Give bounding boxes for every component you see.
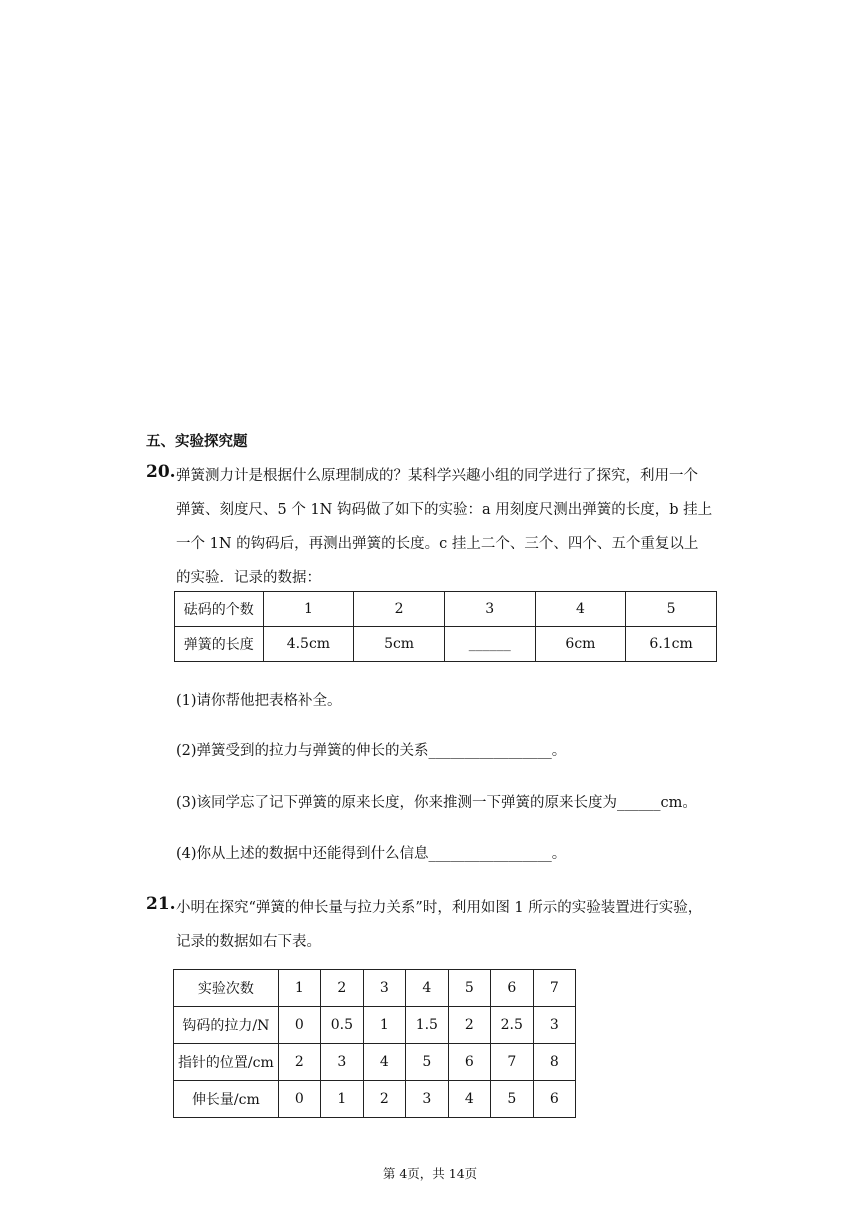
table-cell: 4 [535, 592, 626, 627]
question-21-number: 21. [146, 894, 176, 914]
question-20-line-1: 弹簧测力计是根据什么原理制成的？某科学兴趣小组的同学进行了探究，利用一个 [176, 468, 698, 484]
table-cell: 5 [448, 970, 490, 1007]
table-cell: 2 [278, 1044, 320, 1081]
table-cell: 4 [448, 1081, 490, 1118]
table-cell: 0 [278, 1081, 320, 1118]
question-20-sub-4: (4)你从上述的数据中还能得到什么信息_________________。 [176, 846, 567, 862]
table-cell: 0 [278, 1007, 320, 1044]
table-cell: 5 [490, 1081, 533, 1118]
table-row [175, 592, 717, 627]
table-cell: 5 [406, 1044, 449, 1081]
table-cell: 8 [533, 1044, 575, 1081]
table-row [174, 970, 576, 1007]
row-header: 实验次数 [174, 970, 279, 1007]
answer-blank-cell[interactable]: ______ [444, 627, 535, 662]
table-cell: 3 [444, 592, 535, 627]
question-20-sub-1: (1)请你帮他把表格补全。 [176, 693, 342, 709]
table-cell: 4 [363, 1044, 405, 1081]
question-20-line-2: 弹簧、刻度尺、5 个 1N 钩码做了如下的实验：a 用刻度尺测出弹簧的长度，b 挂上 [176, 502, 713, 518]
question-21-line-2: 记录的数据如右下表。 [176, 934, 321, 950]
table-cell: 2 [321, 970, 364, 1007]
table-cell: 7 [490, 1044, 533, 1081]
row-header: 弹簧的长度 [175, 627, 264, 662]
table-row [174, 1007, 576, 1044]
table-cell: 3 [321, 1044, 364, 1081]
table-cell: 5 [626, 592, 717, 627]
question-20-line-4: 的实验．记录的数据： [176, 570, 321, 586]
table-cell: 2 [448, 1007, 490, 1044]
table-cell: 1 [363, 1007, 405, 1044]
table-cell: 2 [363, 1081, 405, 1118]
table-row [174, 1081, 576, 1118]
question-20-sub-3: (3)该同学忘了记下弹簧的原来长度，你来推测一下弹簧的原来长度为______cm。 [176, 795, 697, 811]
table-cell: 1.5 [406, 1007, 449, 1044]
row-header: 伸长量/cm [174, 1081, 279, 1118]
spring-length-table [174, 591, 717, 662]
row-header: 钩码的拉力/N [174, 1007, 279, 1044]
table-row [174, 1044, 576, 1081]
table-cell: 3 [363, 970, 405, 1007]
table-cell: 6 [490, 970, 533, 1007]
row-header: 指针的位置/cm [174, 1044, 279, 1081]
table-cell: 6 [448, 1044, 490, 1081]
table-cell: 6cm [535, 627, 626, 662]
table-cell: 5cm [354, 627, 445, 662]
table-cell: 6.1cm [626, 627, 717, 662]
table-cell: 4.5cm [263, 627, 354, 662]
table-cell: 4 [406, 970, 449, 1007]
table-cell: 0.5 [321, 1007, 364, 1044]
row-header: 砝码的个数 [175, 592, 264, 627]
table-cell: 6 [533, 1081, 575, 1118]
table-cell: 3 [533, 1007, 575, 1044]
section-title: 五、实验探究题 [146, 433, 248, 450]
extension-data-table [173, 969, 576, 1118]
table-cell: 1 [321, 1081, 364, 1118]
table-row [175, 627, 717, 662]
question-21-line-1: 小明在探究“弹簧的伸长量与拉力关系”时，利用如图 1 所示的实验装置进行实验， [176, 900, 703, 916]
table-cell: 1 [263, 592, 354, 627]
question-20-line-3: 一个 1N 的钩码后，再测出弹簧的长度。c 挂上二个、三个、四个、五个重复以上 [176, 536, 699, 552]
page-footer: 第 4页，共 14页 [382, 1166, 478, 1181]
table-cell: 2 [354, 592, 445, 627]
table-cell: 2.5 [490, 1007, 533, 1044]
question-20-number: 20. [146, 462, 176, 482]
table-cell: 7 [533, 970, 575, 1007]
table-cell: 3 [406, 1081, 449, 1118]
table-cell: 1 [278, 970, 320, 1007]
question-20-sub-2: (2)弹簧受到的拉力与弹簧的伸长的关系_________________。 [176, 743, 567, 759]
